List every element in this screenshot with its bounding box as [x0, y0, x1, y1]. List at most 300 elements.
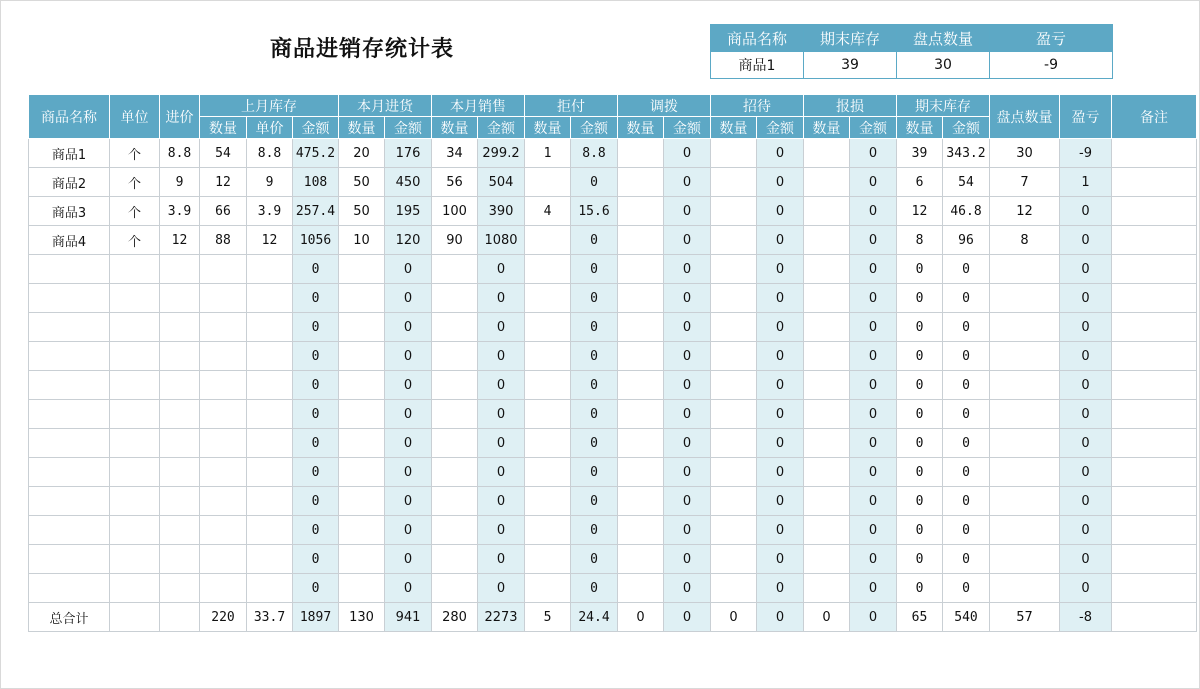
table-cell[interactable]: 0 [571, 371, 618, 400]
table-cell[interactable]: 0 [943, 487, 990, 516]
table-cell[interactable] [711, 139, 757, 168]
table-cell[interactable] [247, 342, 293, 371]
table-cell[interactable] [804, 139, 850, 168]
table-cell[interactable]: 个 [110, 226, 160, 255]
table-cell[interactable]: 0 [711, 603, 757, 632]
table-cell[interactable]: 34 [432, 139, 478, 168]
table-cell[interactable] [1112, 603, 1197, 632]
table-cell[interactable]: 0 [664, 226, 711, 255]
table-cell[interactable]: 50 [339, 197, 385, 226]
table-cell[interactable] [29, 400, 110, 429]
table-cell[interactable] [1112, 429, 1197, 458]
table-cell[interactable]: 0 [478, 429, 525, 458]
table-cell[interactable]: 0 [850, 342, 897, 371]
table-cell[interactable]: 0 [850, 371, 897, 400]
table-cell[interactable]: 商品3 [29, 197, 110, 226]
table-cell[interactable] [110, 603, 160, 632]
table-cell[interactable] [1112, 371, 1197, 400]
table-cell[interactable]: 0 [943, 342, 990, 371]
table-cell[interactable] [804, 545, 850, 574]
table-cell[interactable] [247, 429, 293, 458]
table-cell[interactable] [110, 255, 160, 284]
table-cell[interactable]: 0 [571, 342, 618, 371]
table-cell[interactable] [339, 284, 385, 313]
table-cell[interactable] [1112, 400, 1197, 429]
table-cell[interactable] [110, 458, 160, 487]
table-cell[interactable] [1112, 516, 1197, 545]
table-cell[interactable] [432, 371, 478, 400]
table-cell[interactable] [525, 516, 571, 545]
table-cell[interactable] [618, 400, 664, 429]
table-cell[interactable]: 0 [1060, 197, 1112, 226]
table-cell[interactable]: 0 [897, 400, 943, 429]
table-cell[interactable] [29, 545, 110, 574]
table-cell[interactable] [110, 371, 160, 400]
table-cell[interactable]: 299.2 [478, 139, 525, 168]
table-cell[interactable]: 0 [850, 255, 897, 284]
table-cell[interactable] [804, 342, 850, 371]
table-cell[interactable] [990, 255, 1060, 284]
table-cell[interactable] [618, 458, 664, 487]
table-cell[interactable]: 0 [664, 139, 711, 168]
table-cell[interactable]: 0 [1060, 400, 1112, 429]
table-cell[interactable]: 0 [1060, 226, 1112, 255]
table-cell[interactable] [711, 284, 757, 313]
table-cell[interactable]: 12 [200, 168, 247, 197]
table-cell[interactable] [525, 168, 571, 197]
summary-value-cell[interactable]: 商品1 [711, 52, 804, 79]
table-cell[interactable]: 0 [757, 197, 804, 226]
table-cell[interactable] [711, 458, 757, 487]
table-cell[interactable]: 1056 [293, 226, 339, 255]
table-cell[interactable] [711, 574, 757, 603]
table-cell[interactable]: 5 [525, 603, 571, 632]
table-cell[interactable] [990, 313, 1060, 342]
table-cell[interactable]: 0 [571, 168, 618, 197]
table-cell[interactable]: 0 [385, 545, 432, 574]
table-cell[interactable] [711, 313, 757, 342]
table-cell[interactable]: 0 [757, 545, 804, 574]
table-cell[interactable]: 0 [664, 516, 711, 545]
table-cell[interactable]: 3.9 [247, 197, 293, 226]
table-cell[interactable]: 0 [571, 487, 618, 516]
table-cell[interactable]: 0 [850, 197, 897, 226]
table-cell[interactable] [525, 313, 571, 342]
table-cell[interactable] [247, 574, 293, 603]
table-cell[interactable]: 1 [525, 139, 571, 168]
table-cell[interactable]: 0 [478, 284, 525, 313]
table-cell[interactable] [804, 313, 850, 342]
summary-value-cell[interactable]: 30 [897, 52, 990, 79]
table-cell[interactable]: 0 [664, 545, 711, 574]
table-cell[interactable] [432, 545, 478, 574]
table-cell[interactable] [804, 400, 850, 429]
table-cell[interactable]: 0 [757, 429, 804, 458]
table-cell[interactable]: 9 [247, 168, 293, 197]
table-cell[interactable]: 0 [757, 255, 804, 284]
table-cell[interactable] [110, 487, 160, 516]
table-cell[interactable] [110, 545, 160, 574]
table-cell[interactable]: 0 [385, 371, 432, 400]
table-cell[interactable]: 0 [664, 574, 711, 603]
table-cell[interactable] [618, 255, 664, 284]
table-cell[interactable] [160, 400, 200, 429]
table-cell[interactable] [160, 371, 200, 400]
table-cell[interactable]: 0 [1060, 574, 1112, 603]
table-cell[interactable] [525, 342, 571, 371]
table-cell[interactable]: 130 [339, 603, 385, 632]
table-cell[interactable]: 12 [897, 197, 943, 226]
table-cell[interactable]: 0 [897, 342, 943, 371]
table-cell[interactable] [804, 197, 850, 226]
table-cell[interactable] [247, 255, 293, 284]
table-cell[interactable]: 商品2 [29, 168, 110, 197]
table-cell[interactable]: 108 [293, 168, 339, 197]
table-cell[interactable]: 0 [757, 574, 804, 603]
table-cell[interactable]: 0 [571, 574, 618, 603]
table-cell[interactable] [711, 400, 757, 429]
table-cell[interactable]: 0 [293, 458, 339, 487]
table-cell[interactable]: 0 [850, 400, 897, 429]
table-cell[interactable]: 0 [664, 168, 711, 197]
table-cell[interactable]: 0 [571, 400, 618, 429]
table-cell[interactable]: 0 [897, 429, 943, 458]
table-cell[interactable] [990, 516, 1060, 545]
table-cell[interactable]: 0 [850, 574, 897, 603]
table-cell[interactable]: 0 [664, 487, 711, 516]
table-cell[interactable] [339, 255, 385, 284]
table-cell[interactable] [29, 255, 110, 284]
table-cell[interactable]: 0 [385, 313, 432, 342]
table-cell[interactable]: 0 [385, 458, 432, 487]
table-cell[interactable] [711, 197, 757, 226]
table-cell[interactable]: 50 [339, 168, 385, 197]
table-cell[interactable] [990, 545, 1060, 574]
table-cell[interactable] [160, 342, 200, 371]
table-cell[interactable]: 0 [293, 255, 339, 284]
table-cell[interactable] [1112, 458, 1197, 487]
table-cell[interactable]: 0 [664, 284, 711, 313]
table-cell[interactable]: 0 [850, 313, 897, 342]
table-cell[interactable]: 0 [943, 429, 990, 458]
table-cell[interactable] [432, 458, 478, 487]
table-cell[interactable]: 0 [897, 284, 943, 313]
table-cell[interactable] [247, 400, 293, 429]
table-cell[interactable] [200, 458, 247, 487]
table-cell[interactable]: 0 [478, 313, 525, 342]
table-cell[interactable] [339, 429, 385, 458]
table-cell[interactable]: 0 [664, 458, 711, 487]
table-cell[interactable]: 0 [897, 545, 943, 574]
table-cell[interactable]: 0 [757, 400, 804, 429]
table-cell[interactable]: 总合计 [29, 603, 110, 632]
table-cell[interactable]: 0 [1060, 487, 1112, 516]
table-cell[interactable] [990, 284, 1060, 313]
table-cell[interactable] [990, 371, 1060, 400]
table-cell[interactable]: 0 [664, 255, 711, 284]
table-cell[interactable] [525, 545, 571, 574]
table-cell[interactable]: 0 [850, 429, 897, 458]
table-cell[interactable] [339, 371, 385, 400]
table-cell[interactable] [200, 342, 247, 371]
table-cell[interactable] [339, 574, 385, 603]
table-cell[interactable]: 0 [385, 255, 432, 284]
table-cell[interactable] [525, 226, 571, 255]
table-cell[interactable] [247, 284, 293, 313]
table-cell[interactable] [339, 342, 385, 371]
table-cell[interactable]: 100 [432, 197, 478, 226]
table-cell[interactable]: 0 [897, 516, 943, 545]
table-cell[interactable]: 24.4 [571, 603, 618, 632]
table-cell[interactable] [432, 342, 478, 371]
table-cell[interactable] [339, 313, 385, 342]
table-cell[interactable] [160, 516, 200, 545]
table-cell[interactable] [1112, 342, 1197, 371]
table-cell[interactable] [200, 255, 247, 284]
table-cell[interactable]: 257.4 [293, 197, 339, 226]
table-cell[interactable]: 个 [110, 168, 160, 197]
table-cell[interactable] [711, 516, 757, 545]
table-cell[interactable]: 0 [571, 458, 618, 487]
table-cell[interactable]: 0 [293, 545, 339, 574]
table-cell[interactable]: 0 [664, 371, 711, 400]
table-cell[interactable]: 0 [385, 516, 432, 545]
table-cell[interactable] [525, 458, 571, 487]
table-cell[interactable]: 0 [850, 226, 897, 255]
table-cell[interactable] [110, 400, 160, 429]
table-cell[interactable]: 0 [293, 284, 339, 313]
table-cell[interactable]: 0 [757, 342, 804, 371]
table-cell[interactable] [160, 574, 200, 603]
table-cell[interactable] [160, 458, 200, 487]
table-cell[interactable] [618, 139, 664, 168]
table-cell[interactable]: 0 [385, 574, 432, 603]
table-cell[interactable]: 0 [804, 603, 850, 632]
table-cell[interactable] [1112, 313, 1197, 342]
table-cell[interactable]: 个 [110, 139, 160, 168]
table-cell[interactable] [110, 342, 160, 371]
table-cell[interactable] [711, 429, 757, 458]
table-cell[interactable]: 195 [385, 197, 432, 226]
table-cell[interactable] [990, 574, 1060, 603]
table-cell[interactable] [432, 429, 478, 458]
table-cell[interactable] [804, 516, 850, 545]
table-cell[interactable]: 0 [293, 342, 339, 371]
table-cell[interactable]: 57 [990, 603, 1060, 632]
table-cell[interactable] [711, 487, 757, 516]
table-cell[interactable]: 0 [897, 371, 943, 400]
table-cell[interactable]: 0 [757, 139, 804, 168]
table-cell[interactable]: 0 [757, 226, 804, 255]
table-cell[interactable] [29, 284, 110, 313]
table-cell[interactable]: 7 [990, 168, 1060, 197]
table-cell[interactable] [432, 487, 478, 516]
table-cell[interactable] [247, 371, 293, 400]
table-cell[interactable]: 0 [757, 516, 804, 545]
table-cell[interactable]: 0 [293, 516, 339, 545]
table-cell[interactable] [990, 429, 1060, 458]
table-cell[interactable]: 220 [200, 603, 247, 632]
table-cell[interactable]: 56 [432, 168, 478, 197]
table-cell[interactable]: 0 [850, 516, 897, 545]
table-cell[interactable]: 90 [432, 226, 478, 255]
table-cell[interactable]: 343.2 [943, 139, 990, 168]
table-cell[interactable]: 0 [478, 574, 525, 603]
table-cell[interactable]: 0 [1060, 313, 1112, 342]
table-cell[interactable] [618, 516, 664, 545]
table-cell[interactable] [29, 429, 110, 458]
table-cell[interactable] [1112, 168, 1197, 197]
table-cell[interactable]: -8 [1060, 603, 1112, 632]
table-cell[interactable]: 54 [200, 139, 247, 168]
table-cell[interactable]: 450 [385, 168, 432, 197]
table-cell[interactable] [1112, 284, 1197, 313]
table-cell[interactable]: 0 [478, 487, 525, 516]
table-cell[interactable]: 96 [943, 226, 990, 255]
table-cell[interactable] [160, 313, 200, 342]
table-cell[interactable] [1112, 226, 1197, 255]
table-cell[interactable] [110, 429, 160, 458]
table-cell[interactable] [804, 284, 850, 313]
table-cell[interactable]: 个 [110, 197, 160, 226]
table-cell[interactable]: 0 [897, 487, 943, 516]
table-cell[interactable]: 0 [385, 487, 432, 516]
table-cell[interactable]: 0 [571, 313, 618, 342]
table-cell[interactable] [110, 313, 160, 342]
table-cell[interactable]: 0 [1060, 255, 1112, 284]
table-cell[interactable] [200, 545, 247, 574]
table-cell[interactable]: 2273 [478, 603, 525, 632]
table-cell[interactable] [247, 487, 293, 516]
table-cell[interactable] [339, 545, 385, 574]
table-cell[interactable] [110, 574, 160, 603]
table-cell[interactable] [711, 226, 757, 255]
table-cell[interactable]: 8.8 [160, 139, 200, 168]
table-cell[interactable]: 0 [757, 487, 804, 516]
table-cell[interactable] [804, 487, 850, 516]
table-cell[interactable]: 0 [664, 197, 711, 226]
summary-value-cell[interactable]: -9 [990, 52, 1113, 79]
table-cell[interactable]: 1 [1060, 168, 1112, 197]
table-cell[interactable]: 1080 [478, 226, 525, 255]
table-cell[interactable] [525, 429, 571, 458]
table-cell[interactable]: 0 [757, 168, 804, 197]
table-cell[interactable]: 0 [1060, 545, 1112, 574]
table-cell[interactable]: 0 [757, 603, 804, 632]
table-cell[interactable]: 0 [1060, 429, 1112, 458]
table-cell[interactable] [29, 574, 110, 603]
table-cell[interactable] [432, 255, 478, 284]
table-cell[interactable]: 0 [850, 168, 897, 197]
table-cell[interactable] [1112, 487, 1197, 516]
table-cell[interactable]: 0 [943, 574, 990, 603]
table-cell[interactable]: 0 [664, 342, 711, 371]
table-cell[interactable]: 12 [160, 226, 200, 255]
table-cell[interactable]: 15.6 [571, 197, 618, 226]
table-cell[interactable]: 0 [1060, 458, 1112, 487]
table-cell[interactable] [618, 487, 664, 516]
table-cell[interactable] [339, 516, 385, 545]
table-cell[interactable] [618, 574, 664, 603]
table-cell[interactable]: 8.8 [247, 139, 293, 168]
table-cell[interactable]: 1897 [293, 603, 339, 632]
table-cell[interactable]: 941 [385, 603, 432, 632]
table-cell[interactable] [200, 371, 247, 400]
table-cell[interactable]: 46.8 [943, 197, 990, 226]
table-cell[interactable] [618, 168, 664, 197]
table-cell[interactable] [804, 574, 850, 603]
table-cell[interactable] [29, 313, 110, 342]
table-cell[interactable]: 4 [525, 197, 571, 226]
table-cell[interactable]: 475.2 [293, 139, 339, 168]
table-cell[interactable] [1112, 574, 1197, 603]
table-cell[interactable] [525, 284, 571, 313]
table-cell[interactable]: 0 [571, 516, 618, 545]
table-cell[interactable]: 0 [897, 574, 943, 603]
table-cell[interactable]: 0 [571, 255, 618, 284]
table-cell[interactable]: 0 [293, 400, 339, 429]
table-cell[interactable]: 66 [200, 197, 247, 226]
table-cell[interactable] [1112, 139, 1197, 168]
table-cell[interactable]: 12 [247, 226, 293, 255]
table-cell[interactable]: 176 [385, 139, 432, 168]
table-cell[interactable] [200, 284, 247, 313]
table-cell[interactable] [432, 516, 478, 545]
table-cell[interactable]: 280 [432, 603, 478, 632]
table-cell[interactable] [711, 342, 757, 371]
table-cell[interactable]: 0 [943, 371, 990, 400]
table-cell[interactable]: 0 [943, 545, 990, 574]
table-cell[interactable]: 0 [850, 458, 897, 487]
table-cell[interactable]: 20 [339, 139, 385, 168]
table-cell[interactable] [247, 545, 293, 574]
table-cell[interactable]: 0 [293, 429, 339, 458]
table-cell[interactable]: 0 [618, 603, 664, 632]
table-cell[interactable] [525, 574, 571, 603]
table-cell[interactable]: 0 [1060, 342, 1112, 371]
table-cell[interactable] [1112, 255, 1197, 284]
table-cell[interactable]: 0 [757, 458, 804, 487]
table-cell[interactable]: 0 [1060, 371, 1112, 400]
table-cell[interactable]: 540 [943, 603, 990, 632]
table-cell[interactable]: 8 [897, 226, 943, 255]
table-cell[interactable]: 54 [943, 168, 990, 197]
table-cell[interactable]: 0 [571, 429, 618, 458]
table-cell[interactable]: 0 [385, 284, 432, 313]
table-cell[interactable]: 30 [990, 139, 1060, 168]
table-cell[interactable] [247, 313, 293, 342]
table-cell[interactable]: 0 [1060, 284, 1112, 313]
table-cell[interactable] [618, 226, 664, 255]
table-cell[interactable]: 0 [664, 429, 711, 458]
table-cell[interactable] [339, 458, 385, 487]
table-cell[interactable]: 390 [478, 197, 525, 226]
table-cell[interactable] [29, 516, 110, 545]
table-cell[interactable] [804, 226, 850, 255]
table-cell[interactable] [618, 313, 664, 342]
table-cell[interactable] [990, 487, 1060, 516]
table-cell[interactable] [804, 458, 850, 487]
table-cell[interactable] [200, 574, 247, 603]
table-cell[interactable] [990, 458, 1060, 487]
table-cell[interactable]: 3.9 [160, 197, 200, 226]
table-cell[interactable] [618, 342, 664, 371]
table-cell[interactable]: 0 [850, 284, 897, 313]
table-cell[interactable] [525, 255, 571, 284]
table-cell[interactable] [339, 487, 385, 516]
table-cell[interactable] [990, 342, 1060, 371]
table-cell[interactable] [200, 400, 247, 429]
